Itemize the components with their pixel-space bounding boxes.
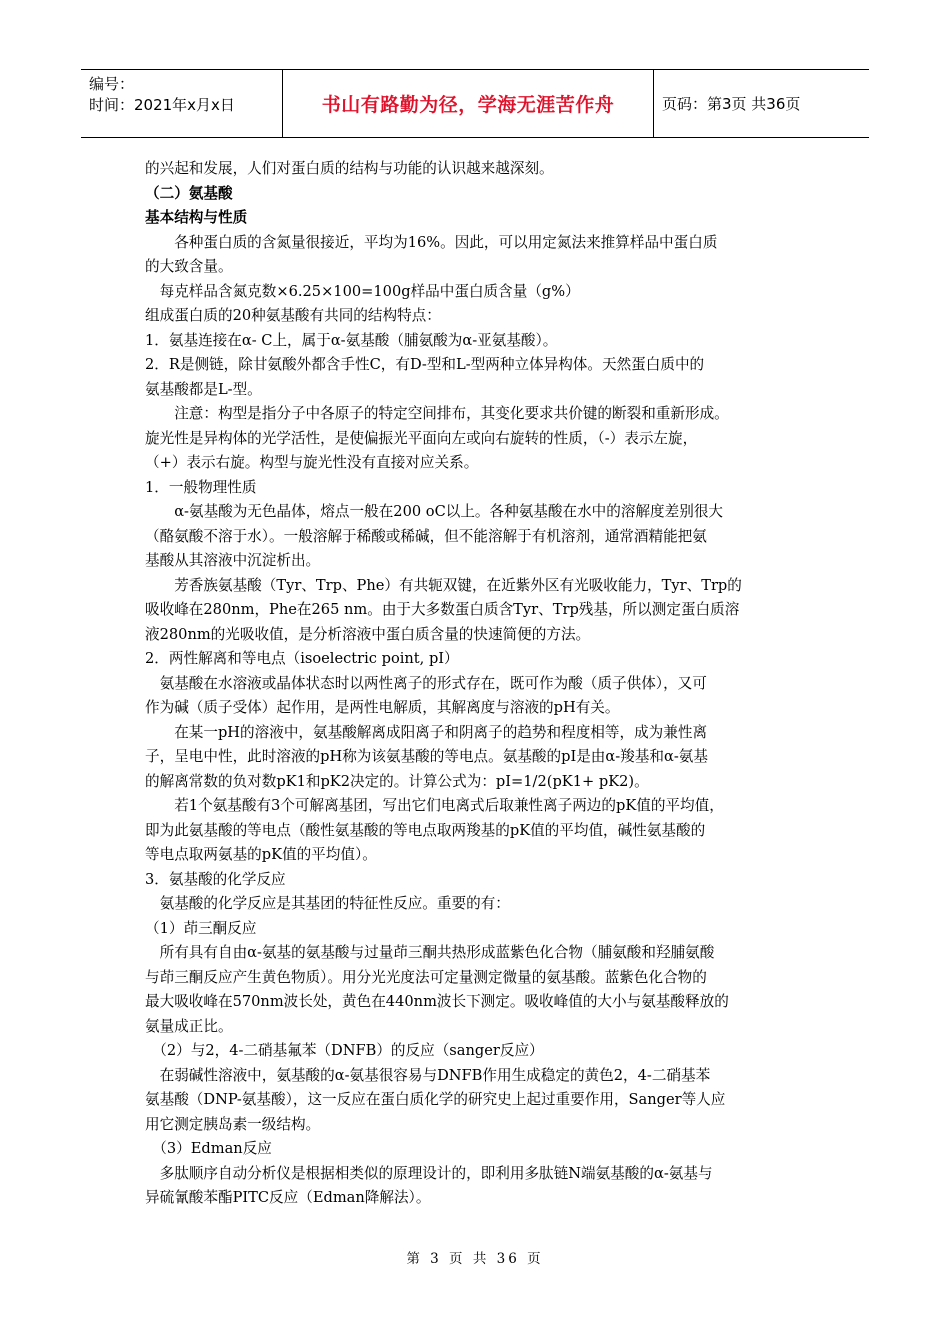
text-line: 1．一般物理性质: [145, 478, 257, 496]
text-line: （+）表示右旋。构型与旋光性没有直接对应关系。: [145, 454, 479, 471]
text-line: 氨基酸的化学反应是其基团的特征性反应。重要的有：: [145, 895, 510, 912]
text-line: 在弱碱性溶液中，氨基酸的α-氨基很容易与DNFB作用生成稳定的黄色2，4-二硝基苯: [145, 1066, 711, 1084]
text-line: 基酸从其溶液中沉淀析出。: [145, 552, 321, 569]
text-line: 氨基酸在水溶液或晶体状态时以两性离子的形式存在，既可作为酸（质子供体），又可: [145, 674, 707, 692]
text-line: 的解离常数的负对数pK1和pK2决定的。计算公式为：pI=1/2(pK1+ pK2)。: [145, 772, 649, 790]
text-line: 2．两性解离和等电点（isoelectric point, pI）: [145, 650, 459, 667]
text-line: 即为此氨基酸的等电点（酸性氨基酸的等电点取两羧基的pK值的平均值，碱性氨基酸的: [145, 821, 706, 839]
text-line: 等电点取两氨基的pK值的平均值）。: [145, 846, 377, 863]
date-label: 时间：2021年x月x日: [89, 96, 235, 114]
text-line: 基本结构与性质: [145, 209, 248, 226]
text-line: 氨量成正比。: [145, 1017, 233, 1035]
text-line: 子，呈电中性，此时溶液的pH称为该氨基酸的等电点。氨基酸的pI是由α-羧基和α-氨基: [145, 748, 708, 765]
text-line: 旋光性是异构体的光学活性，是使偏振光平面向左或向右旋转的性质，（-）表示左旋，: [145, 429, 698, 447]
page-header: [81, 69, 869, 138]
text-line: 组成蛋白质的20种氨基酸有共同的结构特点：: [145, 307, 441, 324]
text-line: 氨基酸（DNP-氨基酸），这一反应在蛋白质化学的研究史上起过重要作用，Sanger等人应: [145, 1091, 726, 1108]
text-line: 氨基酸都是L-型。: [145, 380, 262, 398]
text-line: 液280nm的光吸收值，是分析溶液中蛋白质含量的快速简便的方法。: [145, 625, 591, 643]
text-line: 最大吸收峰在570nm波长处，黄色在440nm波长下测定。吸收峰值的大小与氨基酸释放的: [145, 993, 729, 1010]
text-line: 用它测定胰岛素一级结构。: [145, 1115, 321, 1133]
text-line: 若1个氨基酸有3个可解离基团，写出它们电离式后取兼性离子两边的pK值的平均值，: [145, 797, 724, 814]
page-footer: 第 3 页 共 36 页: [406, 1251, 544, 1267]
text-line: 3．氨基酸的化学反应: [145, 870, 286, 888]
text-line: α-氨基酸为无色晶体，熔点一般在200 oC以上。各种氨基酸在水中的溶解度差别很大: [145, 503, 724, 520]
text-line: （2）与2，4-二硝基氟苯（DNFB）的反应（sanger反应）: [145, 1042, 544, 1059]
text-line: 注意：构型是指分子中各原子的特定空间排布，其变化要求共价键的断裂和重新形成。: [145, 405, 729, 422]
text-line: （二）氨基酸: [145, 184, 233, 202]
text-line: 在某一pH的溶液中，氨基酸解离成阳离子和阴离子的趋势和程度相等，成为兼性离: [145, 723, 708, 741]
header-motto: 书山有路勤为径，学海无涯苦作舟: [283, 70, 654, 137]
text-line: 与茚三酮反应产生黄色物质）。用分光光度法可定量测定微量的氨基酸。蓝紫色化合物的: [145, 968, 707, 986]
text-line: 所有具有自由α-氨基的氨基酸与过量茚三酮共热形成蓝紫色化合物（脯氨酸和羟脯氨酸: [145, 944, 715, 961]
text-line: 作为碱（质子受体）起作用，是两性电解质，其解离度与溶液的pH有关。: [145, 699, 620, 716]
text-line: （3）Edman反应: [145, 1140, 272, 1157]
text-line: 的大致含量。: [145, 258, 233, 275]
text-line: 吸收峰在280nm，Phe在265 nm。由于大多数蛋白质含Tyr、Trp残基，所以测定蛋白质溶: [145, 601, 740, 618]
text-line: 各种蛋白质的含氮量很接近，平均为16%。因此，可以用定氮法来推算样品中蛋白质: [145, 233, 718, 251]
serial-label: 编号：: [89, 75, 135, 93]
header-page-info: 页码：第3页 共36页: [662, 95, 801, 113]
text-line: 芳香族氨基酸（Tyr、Trp、Phe）有共轭双键，在近紫外区有光吸收能力，Tyr、Trp的: [145, 576, 742, 594]
text-line: 1．氨基连接在α- C上，属于α-氨基酸（脯氨酸为α-亚氨基酸）。: [145, 331, 558, 349]
document-body: [145, 157, 813, 1211]
text-line: 多肽顺序自动分析仪是根据相类似的原理设计的，即利用多肽链N端氨基酸的α-氨基与: [145, 1164, 713, 1182]
text-line: 异硫氰酸苯酯PITC反应（Edman降解法）。: [145, 1189, 431, 1206]
header-meta: [81, 70, 283, 137]
text-line: （1）茚三酮反应: [145, 919, 257, 937]
text-line: （酪氨酸不溶于水）。一般溶解于稀酸或稀碱，但不能溶解于有机溶剂，通常酒精能把氨: [145, 527, 707, 545]
text-line: 每克样品含氮克数×6.25×100=100g样品中蛋白质含量（g%）: [145, 282, 580, 300]
text-line: 的兴起和发展，人们对蛋白质的结构与功能的认识越来越深刻。: [145, 160, 554, 177]
text-line: 2．R是侧链，除甘氨酸外都含手性C，有D-型和L-型两种立体异构体。天然蛋白质中的: [145, 356, 705, 373]
